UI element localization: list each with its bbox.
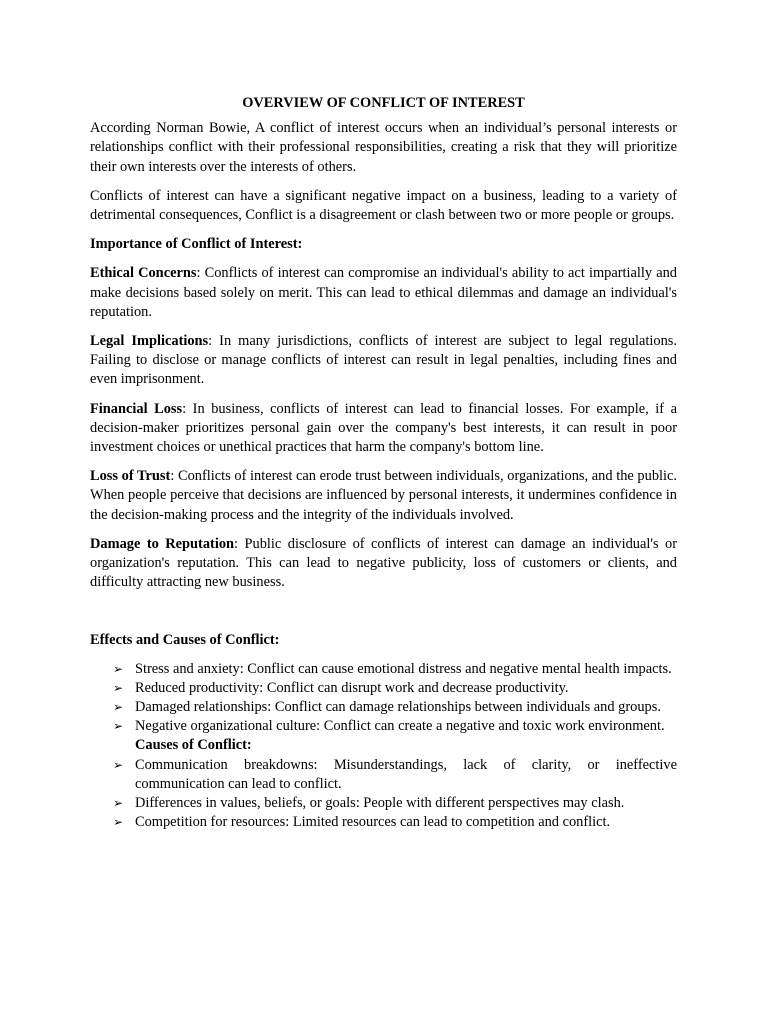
importance-item-trust [90,467,677,525]
arrowhead-bullet-icon: ➢ [112,680,124,695]
intro-paragraph-2: Conflicts of interest can have a significant negative impact on a business, leading to a variety of detrimental consequences, Conflict is a disagreement or clash between two or more people or groups. [90,187,677,224]
importance-item-ethical [90,264,677,322]
list-item [112,679,677,698]
arrowhead-bullet-icon: ➢ [112,700,124,715]
arrowhead-bullet-icon: ➢ [112,757,124,772]
importance-term: Loss of Trust [90,468,171,485]
importance-text: : In business, conflicts of interest can lead to financial losses. For example, if a decision-maker prioritizes personal gain over the company's best interests, it can result in poor investment choices or unethical practices that harm the company's bottom line. [90,400,677,456]
importance-item-reputation [90,535,677,593]
list-item [112,813,677,832]
list-item-text: Differences in values, beliefs, or goals: People with different perspectives may clash. [135,795,625,812]
importance-text: : Conflicts of interest can erode trust between individuals, organizations, and the public. When people perceive that decisions are influenced by personal interests, it undermines confidence in the decision-making process and the integrity of the individuals involved. [90,468,677,523]
effects-causes-list [90,660,677,833]
list-item-text: Competition for resources: Limited resources can lead to competition and conflict. [135,814,611,831]
list-item [112,698,677,717]
importance-item-legal [90,332,677,390]
list-item-text: Reduced productivity: Conflict can disrupt work and decrease productivity. [135,679,569,696]
importance-text: : In many jurisdictions, conflicts of interest are subject to legal regulations. Failing to disclose or manage conflicts of interest can result in legal penalties, including fines and even imprisonment. [90,333,677,388]
importance-text: : Conflicts of interest can compromise an individual's ability to act impartially and make decisions based solely on merit. This can lead to ethical dilemmas and damage an individual's reputation. [90,265,677,320]
importance-text: : Public disclosure of conflicts of interest can damage an individual's or organization's reputation. This can lead to negative publicity, loss of customers or clients, and difficulty attracting new business. [90,535,677,591]
list-item-text: Stress and anxiety: Conflict can cause emotional distress and negative mental health impacts. [135,660,672,677]
effects-heading: Effects and Causes of Conflict: [90,632,280,649]
importance-term: Damage to Reputation [90,535,235,552]
list-item-text: Damaged relationships: Conflict can damage relationships between individuals and groups. [135,699,661,716]
list-item [112,717,677,736]
list-item-text: Communication breakdowns: Misunderstandings, lack of clarity, or ineffective communication can lead to conflict. [135,756,677,792]
causes-heading: Causes of Conflict: [135,737,252,754]
section-spacer [90,602,677,631]
importance-term: Financial Loss [90,400,183,417]
arrowhead-bullet-icon: ➢ [112,815,124,830]
arrowhead-bullet-icon: ➢ [112,661,124,676]
arrowhead-bullet-icon: ➢ [112,796,124,811]
arrowhead-bullet-icon: ➢ [112,719,124,734]
list-item [112,660,677,679]
importance-heading: Importance of Conflict of Interest: [90,236,303,253]
list-item-text: Negative organizational culture: Conflict can create a negative and toxic work environment. [135,718,665,735]
list-item [112,756,677,794]
importance-item-financial [90,400,677,458]
importance-term: Legal Implications [90,333,209,350]
page-title: OVERVIEW OF CONFLICT OF INTEREST [242,95,525,111]
intro-paragraph-1: According Norman Bowie, A conflict of interest occurs when an individual’s personal interests or relationships conflict with their professional responsibilities, creating a risk that they will prioritize their own interests over the interests of others. [90,120,677,175]
list-item [112,794,677,813]
importance-term: Ethical Concerns [90,265,197,282]
